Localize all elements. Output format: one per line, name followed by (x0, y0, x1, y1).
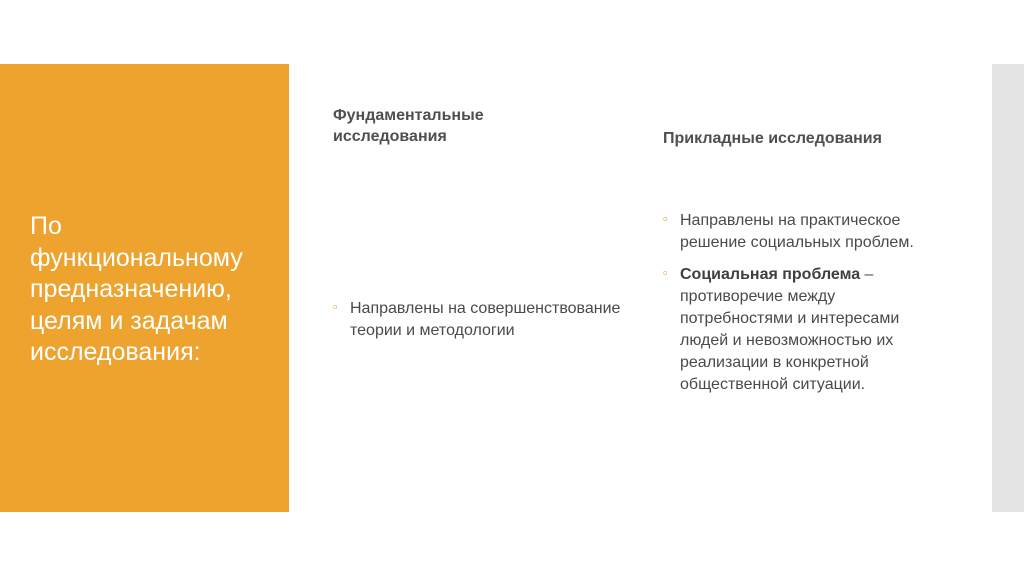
slide-title: По функциональному предназначению, целям и задачам исследования: (30, 212, 243, 366)
bullet-text: Направлены на практическое решение социальных проблем. (680, 212, 914, 251)
list-item (663, 210, 933, 254)
right-gray-strip (992, 64, 1024, 512)
list-item (663, 264, 933, 396)
bullet-icon: ▫ (663, 265, 668, 280)
fundamental-research-heading: Фундаментальные исследования (333, 107, 484, 145)
bullet-icon: ▫ (663, 211, 668, 226)
list-item (333, 298, 623, 342)
bullet-icon: ▫ (333, 299, 338, 314)
applied-research-list (663, 210, 933, 406)
applied-research-heading: Прикладные исследования (663, 130, 882, 147)
term-separator: – (860, 266, 874, 283)
social-problem-term: Социальная проблема (680, 266, 861, 283)
fundamental-research-list (333, 298, 623, 352)
bullet-text: Направлены на совершенствование теории и методологии (350, 300, 621, 339)
social-problem-definition: противоречие между потребностями и интересами людей и невозможностью их реализации в конкретной общественной ситуации. (680, 288, 900, 393)
